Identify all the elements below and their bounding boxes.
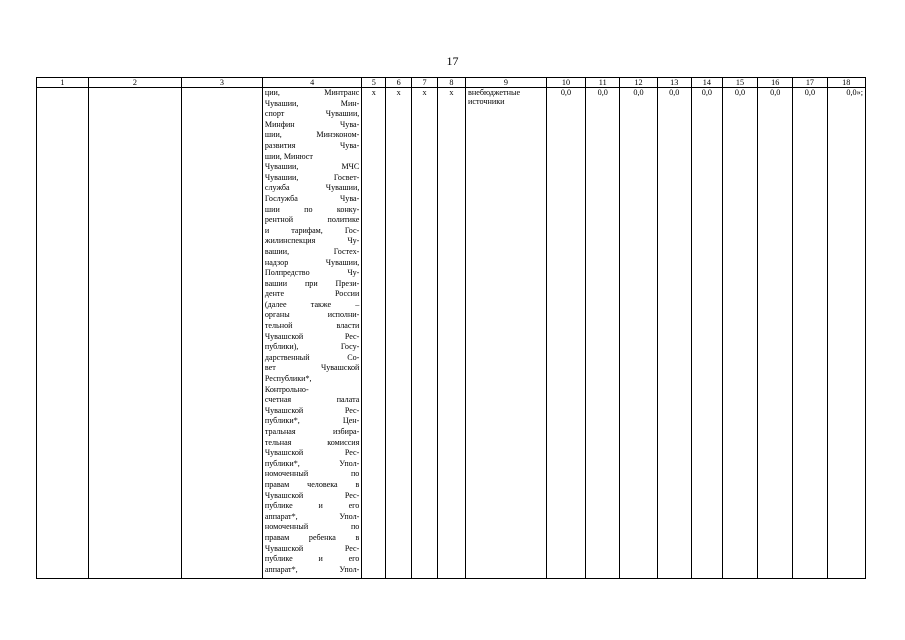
responsible-executors-line: денте России xyxy=(264,289,360,299)
responsible-executors-line: вашии при Прези- xyxy=(264,278,360,288)
responsible-executors-line: публики*, Цен- xyxy=(264,416,360,426)
responsible-executors-line: и тарифам, Гос- xyxy=(264,225,360,235)
responsible-executors-line: Чувашии, Госвет- xyxy=(264,172,360,182)
responsible-executors-line: тельная комиссия xyxy=(264,437,360,447)
column-header: 4 xyxy=(262,78,361,88)
cell-col11: 0,0 xyxy=(586,88,620,579)
column-header: 6 xyxy=(386,78,412,88)
responsible-executors-line: Чувашской Рес- xyxy=(264,543,360,553)
column-header: 11 xyxy=(586,78,620,88)
cell-col14: 0,0 xyxy=(691,88,722,579)
responsible-executors-line: вашии, Гостех- xyxy=(264,246,360,256)
column-header: 9 xyxy=(465,78,546,88)
responsible-executors-line: вет Чувашской xyxy=(264,363,360,373)
responsible-executors-line: Чувашии, МЧС xyxy=(264,162,360,172)
budget-table xyxy=(36,77,866,579)
column-header: 10 xyxy=(546,78,585,88)
cell-col13: 0,0 xyxy=(657,88,691,579)
column-header: 13 xyxy=(657,78,691,88)
cell-col15: 0,0 xyxy=(722,88,757,579)
cell-col17: 0,0 xyxy=(793,88,827,579)
column-header: 7 xyxy=(412,78,438,88)
cell-col3 xyxy=(182,88,263,579)
responsible-executors-line: рентной политике xyxy=(264,215,360,225)
responsible-executors-line: Чувашской Рес- xyxy=(264,448,360,458)
responsible-executors-line: публики*, Упол- xyxy=(264,458,360,468)
cell-col8: x xyxy=(437,88,465,579)
responsible-executors-line: дарственный Со- xyxy=(264,352,360,362)
column-header: 16 xyxy=(758,78,793,88)
responsible-executors-line: Минфин Чува- xyxy=(264,119,360,129)
cell-col7: x xyxy=(412,88,438,579)
page-number: 17 xyxy=(446,54,459,68)
cell-responsible-executors xyxy=(262,88,361,579)
responsible-executors-line: (далее также – xyxy=(264,299,360,309)
column-header: 12 xyxy=(620,78,657,88)
responsible-executors-line: аппарат*, Упол- xyxy=(264,511,360,521)
responsible-executors-line: Гослужба Чува- xyxy=(264,193,360,203)
cell-col12: 0,0 xyxy=(620,88,657,579)
column-header: 2 xyxy=(88,78,181,88)
column-header: 17 xyxy=(793,78,827,88)
responsible-executors-line: служба Чувашии, xyxy=(264,183,360,193)
cell-col16: 0,0 xyxy=(758,88,793,579)
cell-col5: x xyxy=(362,88,386,579)
responsible-executors-line: номоченный по xyxy=(264,522,360,532)
responsible-executors-text xyxy=(265,88,359,575)
responsible-executors-line: шии по конку- xyxy=(264,204,360,214)
responsible-executors-line: правам человека в xyxy=(264,479,360,489)
responsible-executors-line: жилинспекция Чу- xyxy=(264,236,360,246)
responsible-executors-line: спорт Чувашии, xyxy=(264,109,360,119)
responsible-executors-line: Республики*, xyxy=(264,374,312,384)
responsible-executors-line: счетная палата xyxy=(264,395,360,405)
column-header: 5 xyxy=(362,78,386,88)
header-row xyxy=(37,78,866,88)
column-header: 3 xyxy=(182,78,263,88)
cell-col6: x xyxy=(386,88,412,579)
cell-col1 xyxy=(37,88,89,579)
responsible-executors-line: развития Чува- xyxy=(264,140,360,150)
responsible-executors-line: Чувашской Рес- xyxy=(264,331,360,341)
responsible-executors-line: номоченный по xyxy=(264,469,360,479)
column-header: 1 xyxy=(37,78,89,88)
cell-col10: 0,0 xyxy=(546,88,585,579)
cell-col18: 0,0»; xyxy=(827,88,865,579)
responsible-executors-line: аппарат*, Упол- xyxy=(264,564,360,574)
responsible-executors-line: Чувашии, Мин- xyxy=(264,98,360,108)
responsible-executors-line: надзор Чувашии, xyxy=(264,257,360,267)
responsible-executors-line: публике и его xyxy=(264,554,360,564)
responsible-executors-line: публики), Госу- xyxy=(264,342,360,352)
responsible-executors-line: Контрольно- xyxy=(264,384,309,394)
responsible-executors-line: шии, Минюст xyxy=(264,151,313,161)
responsible-executors-line: Полпредство Чу- xyxy=(264,268,360,278)
cell-funding-source: внебюджетные источники xyxy=(465,88,546,579)
column-header: 18 xyxy=(827,78,865,88)
responsible-executors-line: Чувашской Рес- xyxy=(264,405,360,415)
responsible-executors-line: органы исполни- xyxy=(264,310,360,320)
responsible-executors-line: шии, Минэконом- xyxy=(264,130,360,140)
column-header: 15 xyxy=(722,78,757,88)
cell-col2 xyxy=(88,88,181,579)
responsible-executors-line: правам ребенка в xyxy=(264,532,360,542)
responsible-executors-line: публике и его xyxy=(264,501,360,511)
column-header: 8 xyxy=(437,78,465,88)
responsible-executors-line: ции, Минтранс xyxy=(264,88,360,97)
column-header: 14 xyxy=(691,78,722,88)
responsible-executors-line: тральная избира- xyxy=(264,427,360,436)
table-row xyxy=(37,88,866,579)
responsible-executors-line: тельной власти xyxy=(264,321,360,331)
responsible-executors-line: Чувашской Рес- xyxy=(264,490,360,500)
